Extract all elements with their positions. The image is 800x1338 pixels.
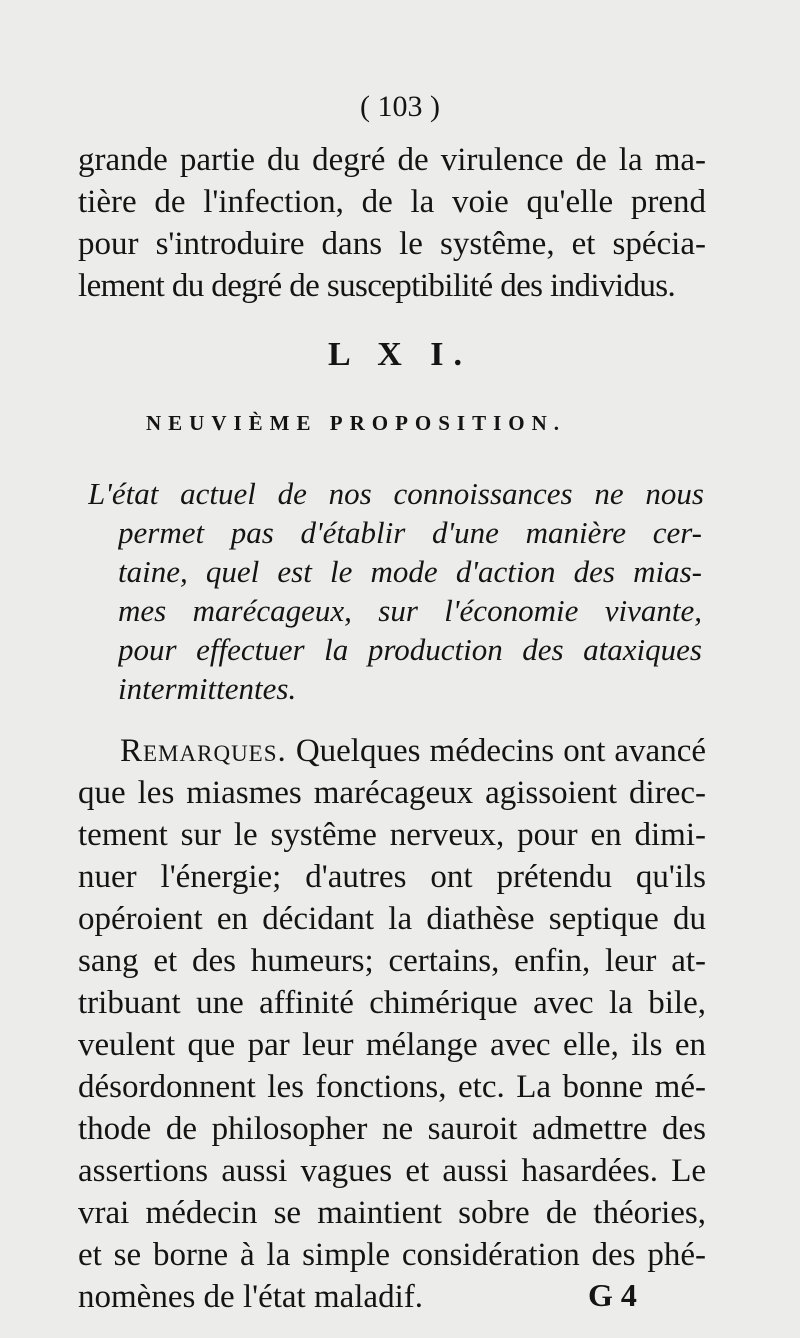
proposition-line: mes marécageux, sur l'économie vivante, bbox=[118, 593, 702, 628]
text-line: tière de l'infection, de la voie qu'elle prend bbox=[78, 184, 706, 220]
text-line: sang et des humeurs; certains, enfin, leur at- bbox=[78, 943, 706, 979]
text-line: vrai médecin se maintient sobre de théories, bbox=[78, 1195, 706, 1231]
text-line: et se borne à la simple considération des phé- bbox=[78, 1237, 706, 1273]
text-line: pour s'introduire dans le systême, et spécia- bbox=[78, 226, 706, 262]
text-line: lement du degré de susceptibilité des individus. bbox=[78, 268, 676, 304]
text-line: Quelques médecins ont avancé bbox=[286, 733, 706, 769]
section-title: L X I. bbox=[327, 336, 473, 373]
proposition-line: L'état actuel de nos connoissances ne nous bbox=[88, 476, 704, 511]
text-line: tement sur le systême nerveux, pour en dimi- bbox=[78, 817, 706, 853]
page-number: ( 103 ) bbox=[360, 90, 440, 123]
text-line: tribuant une affinité chimérique avec la bile, bbox=[78, 985, 706, 1021]
text-line: nomènes de l'état maladif. bbox=[78, 1279, 423, 1315]
text-line: désordonnent les fonctions, etc. La bonne mé- bbox=[78, 1069, 706, 1105]
proposition-line: pour effectuer la production des ataxiques bbox=[118, 632, 702, 667]
text-line: opéroient en décidant la diathèse septique du bbox=[78, 901, 706, 937]
remarks-first-line bbox=[120, 731, 706, 771]
text-line: grande partie du degré de virulence de la ma- bbox=[78, 142, 706, 178]
proposition-line: intermittentes. bbox=[118, 671, 297, 706]
text-line: veulent que par leur mélange avec elle, ils en bbox=[78, 1027, 706, 1063]
text-line: que les miasmes marécageux agissoient direc- bbox=[78, 775, 706, 811]
proposition-heading: NEUVIÈME PROPOSITION. bbox=[146, 411, 567, 435]
text-line: assertions aussi vagues et aussi hasardées. Le bbox=[78, 1153, 706, 1189]
text-line: nuer l'énergie; d'autres ont prétendu qu'ils bbox=[78, 859, 706, 895]
proposition-line: permet pas d'établir d'une manière cer- bbox=[118, 515, 702, 550]
signature-mark: G 4 bbox=[588, 1277, 637, 1313]
text-line: thode de philosopher ne sauroit admettre des bbox=[78, 1111, 706, 1147]
proposition-line: taine, quel est le mode d'action des mias- bbox=[118, 554, 702, 589]
remarks-label: Remarques. bbox=[120, 733, 287, 769]
